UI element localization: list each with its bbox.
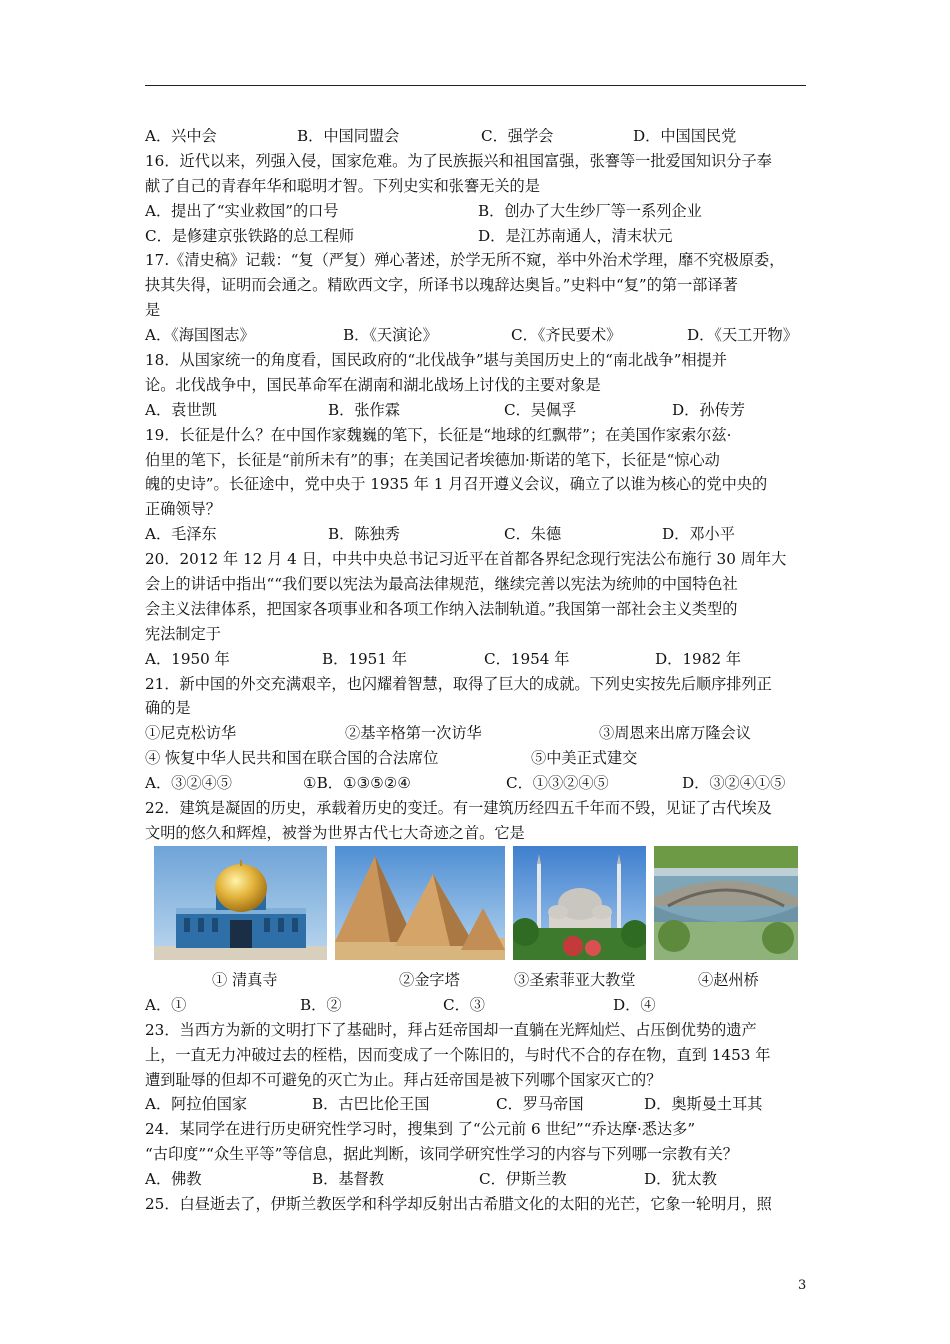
option: D．③②④①⑤ — [682, 774, 786, 793]
question-20 — [145, 547, 810, 671]
question-text: 24．某同学在进行历史研究性学习时，搜集到 了“公元前 6 世纪”“乔达摩·悉达多” — [145, 1120, 696, 1139]
option: B．张作霖 — [328, 400, 400, 419]
question-text: 会上的讲话中指出““我们要以宪法为最高法律规范，继续完善以宪法为统帅的中国特色社 — [145, 575, 738, 594]
question-text: 21．新中国的外交充满艰辛，也闪耀着智慧，取得了巨大的成就。下列史实按先后顺序排列正 — [145, 674, 772, 693]
question-text: “古印度”“众生平等”等信息，据此判断，该同学研究性学习的内容与下列哪一宗教有关？ — [145, 1145, 738, 1164]
option: B．陈独秀 — [328, 525, 400, 544]
list-item: ⑤中美正式建交 — [531, 749, 638, 768]
option: C．1954 年 — [484, 649, 570, 668]
option: B．② — [300, 995, 342, 1014]
question-22 — [145, 796, 810, 1018]
options-row — [145, 398, 810, 423]
option: C．吴佩孚 — [504, 400, 577, 419]
pyramids-photo — [335, 846, 505, 960]
option: B．古巴比伦王国 — [312, 1095, 430, 1114]
question-text: 是 — [145, 301, 161, 320]
option: B．1951 年 — [322, 649, 408, 668]
question-17 — [145, 248, 810, 348]
option: A．《海国图志》 — [145, 326, 255, 345]
header-rule — [145, 85, 806, 86]
question-text: 正确领导？ — [145, 500, 221, 519]
list-item: ④ 恢复中华人民共和国在联合国的合法席位 — [145, 749, 439, 768]
question-18 — [145, 348, 810, 423]
question-19 — [145, 423, 810, 547]
options-row — [145, 1167, 810, 1192]
image-captions — [145, 968, 810, 993]
option: D．1982 年 — [655, 649, 742, 668]
question-text: 16．近代以来，列强入侵，国家危难。为了民族振兴和祖国富强，张謇等一批爱国知识分子奉 — [145, 151, 772, 170]
option: C．朱德 — [504, 525, 562, 544]
option: A．兴中会 — [145, 127, 217, 145]
question-text: 抉其失得，证明而会通之。精欧西文字，所译书以瑰辞达奥旨。”史料中“复”的第一部译著 — [145, 276, 738, 295]
option: C．《齐民要术》 — [511, 326, 622, 345]
option: B．创办了大生纱厂等一系列企业 — [478, 201, 702, 220]
question-text: 会主义法律体系，把国家各项事业和各项工作纳入法制轨道。”我国第一部社会主义类型的 — [145, 599, 738, 618]
question-text: 上，一直无力冲破过去的桎梏，因而变成了一个陈旧的，与时代不合的存在物，直到 1453 年 — [145, 1045, 771, 1064]
option: ①B．①③⑤②④ — [303, 774, 412, 793]
question-text: 伯里的笔下，长征是“前所未有”的事；在美国记者埃德加·斯诺的笔下，长征是“惊心动 — [145, 450, 720, 469]
option: D．孙传芳 — [672, 400, 745, 419]
image-caption: ②金字塔 — [399, 970, 460, 989]
question-text: 论。北伐战争中，国民革命军在湖南和湖北战场上讨伐的主要对象是 — [145, 375, 601, 394]
option: D．中国国民党 — [633, 127, 737, 145]
zhaozhou-bridge-photo — [654, 846, 798, 960]
question-text: 确的是 — [145, 699, 191, 718]
option: D．是江苏南通人，清末状元 — [478, 226, 673, 245]
question-text: 献了自己的青春年华和聪明才智。下列史实和张謇无关的是 — [145, 176, 540, 195]
option: C．强学会 — [481, 127, 554, 145]
items-row — [145, 721, 810, 746]
option: B．基督教 — [312, 1170, 384, 1189]
option: C．罗马帝国 — [496, 1095, 584, 1114]
options-row — [145, 993, 810, 1018]
question-text: 18．从国家统一的角度看，国民政府的“北伐战争”堪与美国历史上的“南北战争”相提并 — [145, 351, 727, 370]
options-row — [145, 199, 810, 224]
question-text: 19．长征是什么？在中国作家魏巍的笔下，长征是“地球的红飘带”；在美国作家索尔兹· — [145, 425, 732, 444]
option: D．犹太教 — [644, 1170, 717, 1189]
question-text: 遭到耻辱的但却不可避免的灭亡为止。拜占廷帝国是被下列哪个国家灭亡的？ — [145, 1070, 662, 1089]
option: A．袁世凯 — [145, 400, 217, 419]
option: B．中国同盟会 — [297, 127, 400, 145]
list-item: ①尼克松访华 — [145, 724, 237, 743]
option: A．阿拉伯国家 — [145, 1095, 248, 1114]
question-text: 文明的悠久和辉煌，被誉为世界古代七大奇迹之首。它是 — [145, 823, 525, 842]
option: A．佛教 — [145, 1170, 202, 1189]
options-row — [145, 647, 810, 672]
dome-mosque-photo — [154, 846, 327, 960]
image-caption: ④赵州桥 — [698, 970, 759, 989]
question-25 — [145, 1192, 810, 1217]
option: D．邓小平 — [662, 525, 735, 544]
option: A．③②④⑤ — [145, 774, 232, 793]
options-row — [145, 323, 810, 348]
question-text: 17.《清史稿》记载：“复（严复）殚心著述，於学无所不窥，举中外治术学理，靡不究极原委， — [145, 251, 785, 270]
list-item: ③周恩来出席万隆会议 — [599, 724, 751, 743]
items-row — [145, 746, 810, 771]
option: A．① — [145, 995, 187, 1014]
question-21 — [145, 672, 810, 796]
options-row — [145, 522, 810, 547]
question-text: 22．建筑是凝固的历史，承载着历史的变迁。有一建筑历经四五千年而不毁，见证了古代埃及 — [145, 799, 772, 818]
list-item: ②基辛格第一次访华 — [345, 724, 482, 743]
option: D．奥斯曼土耳其 — [644, 1095, 763, 1114]
question-text: 23．当西方为新的文明打下了基础时，拜占廷帝国却一直躺在光辉灿烂、占压倒优势的遗产 — [145, 1020, 757, 1039]
content-body — [145, 124, 810, 1217]
image-caption: ③圣索菲亚大教堂 — [514, 970, 636, 989]
question-text: 魄的史诗”。长征途中，党中央于 1935 年 1 月召开遵义会议，确立了以谁为核心的党中央的 — [145, 475, 768, 494]
option: A．毛泽东 — [145, 525, 217, 544]
option: C．①③②④⑤ — [506, 774, 609, 793]
question-16 — [145, 149, 810, 249]
page-number: 3 — [798, 1278, 807, 1293]
image-caption: ① 清真寺 — [212, 970, 278, 989]
question-text: 20．2012 年 12 月 4 日，中共中央总书记习近平在首都各界纪念现行宪法公布施行 30 周年大 — [145, 550, 787, 569]
question-24 — [145, 1117, 810, 1192]
option: C．伊斯兰教 — [479, 1170, 567, 1189]
options-row — [145, 771, 810, 796]
option: A．1950 年 — [145, 649, 230, 668]
image-strip — [145, 846, 810, 968]
option: C．③ — [443, 995, 485, 1014]
question-23 — [145, 1018, 810, 1118]
question-text: 宪法制定于 — [145, 624, 221, 643]
option: B．《天演论》 — [343, 326, 438, 345]
option: D．《天工开物》 — [687, 326, 798, 345]
options-row — [145, 1092, 810, 1117]
options-row — [145, 124, 810, 149]
options-row — [145, 224, 810, 249]
hagia-sophia-photo — [513, 846, 646, 960]
option: D．④ — [613, 995, 656, 1014]
option: A．提出了“实业救国”的口号 — [145, 201, 339, 220]
option: C．是修建京张铁路的总工程师 — [145, 226, 355, 245]
question-text: 25．白昼逝去了，伊斯兰教医学和科学却反射出古希腊文化的太阳的光芒，它象一轮明月，照 — [145, 1194, 772, 1213]
